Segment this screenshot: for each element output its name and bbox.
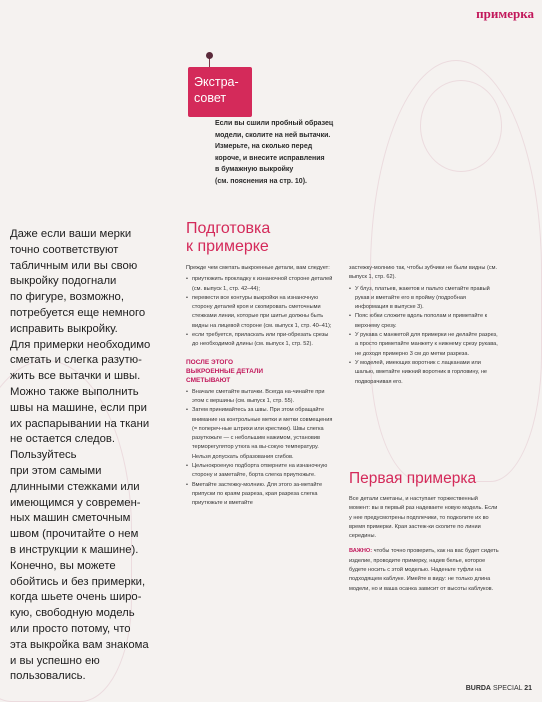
important-note	[349, 547, 499, 593]
important-label: ВАЖНО:	[349, 548, 373, 555]
after-heading-line: ПОСЛЕ ЭТОГО	[186, 358, 234, 366]
first-fitting-heading: Первая примерка	[349, 470, 477, 487]
background-figure-sketch	[420, 80, 502, 172]
intro-line: кую, свободную модель	[10, 607, 135, 620]
extra-tip-line: Если вы сшили пробный образец	[215, 120, 334, 127]
column-three	[349, 264, 499, 387]
extra-tip-title-1: Экстра-	[194, 75, 239, 89]
intro-line: когда шьете очень широ-	[10, 591, 142, 604]
footer-edition: SPECIAL	[492, 685, 523, 692]
prep-heading-line-1: Подготовка	[186, 220, 271, 237]
prep-bullet: • перевести все контуры выкройки на изнаночную сторону деталей кроя и скопировать сметочными стежками линии, которые при шитье должны быть видны на лицевой стороне (см. выпуск 1, стр. 40–41);	[186, 294, 336, 331]
intro-line: Для примерки необходимо	[10, 338, 151, 351]
important-text: чтобы точно проверить, как на вас будет сидеть изделие, проводите примерку, надев белье, которое будете носить с этой моделью. Наденьте туфли на подходящем каблуке. Имейте в виду: не только длина модели, но и ваша осанка зависит от высоты каблуков.	[349, 548, 499, 592]
intro-line: исправить выкройку.	[10, 322, 118, 335]
after-heading-line: ВЫКРОЕННЫЕ ДЕТАЛИ	[186, 367, 264, 375]
intro-line: швом (прочитайте о нем	[10, 528, 139, 541]
col3-bullet: • Пояс юбки сложите вдоль пополам и приметайте к верхнему срезу.	[349, 312, 499, 331]
extra-tip-text	[215, 118, 355, 187]
intro-line: их распарывании на ткани	[10, 417, 150, 430]
intro-line: и вы успешно ею	[10, 654, 100, 667]
after-bullet: • Затем принимайтесь за швы. При этом обращайте внимание на контрольные метки и метки совмещения (= попереч-ные штрихи или крестики). Швы слегка разутюжьте — с небольшим нажимом, установив терморегулятор утюга на вы-сокую температуру. Нельзя допускать образования сгибов.	[186, 406, 336, 462]
after-heading	[186, 358, 336, 385]
intro-line: не остается следов.	[10, 433, 116, 446]
extra-tip-line: (см. пояснения на стр. 10).	[215, 177, 307, 185]
pin-head-icon	[206, 52, 213, 59]
intro-paragraph	[10, 227, 178, 685]
page-footer	[466, 685, 532, 692]
intro-line: обойтись и без примерки,	[10, 575, 146, 588]
prep-bullet: • если требуется, приласкать или при-обрезать срезы до необходимой длины (см. выпуск 1, стр. 52).	[186, 331, 336, 350]
intro-line: швы на машине, если при	[10, 401, 147, 414]
intro-line: Конечно, вы можете	[10, 559, 116, 572]
intro-line: в инструкции к машине).	[10, 543, 139, 556]
intro-line: эта выкройка вам знакома	[10, 638, 149, 651]
first-fitting-text	[349, 495, 499, 596]
after-heading-line: СМЕТЫВАЮТ	[186, 376, 231, 384]
intro-line: длинными стежками или	[10, 480, 140, 493]
intro-line: Даже если ваши мерки	[10, 228, 132, 240]
section-label: примерка	[476, 6, 534, 21]
intro-line: имеющимся у современ-	[10, 496, 141, 509]
intro-line: при этом самыми	[10, 464, 102, 477]
footer-brand: BURDA	[465, 685, 491, 692]
col3-bullet: • У блуз, платьев, жакетов и пальто сметайте правый рукав и вметайте его в пройму (подробная информация в выпуске 3).	[349, 285, 499, 313]
extra-tip-line: короче, и внесите исправления	[215, 154, 325, 162]
extra-tip-badge	[188, 67, 252, 117]
prep-heading	[186, 220, 270, 256]
page-number: 21	[524, 685, 532, 692]
intro-line: по фигуре, возможно,	[10, 291, 124, 304]
intro-line: сметать и слегка разутю-	[10, 354, 142, 367]
intro-line: Пользуйтесь	[10, 449, 77, 462]
first-fitting-paragraph: Все детали сметаны, и наступает торжественный момент: вы в первый раз надеваете новую модель. Если у нее предусмотрены подплечики, то подколите их во время примерки. Края застеж-ки сколите по линии середины.	[349, 496, 498, 540]
intro-line: точно соответствуют	[10, 243, 119, 256]
prep-lead: Прежде чем сметать выкроенные детали, вам следует:	[186, 265, 330, 271]
extra-tip-line: в бумажную выкройку	[215, 166, 294, 173]
after-bullet: • Цельнокроеную подборта отверните на изнаночную сторону и заметайте, борта слегка приутюжьте.	[186, 462, 336, 481]
intro-line: жить все вытачки и швы.	[10, 370, 141, 383]
extra-tip-line: Измерьте, на сколько перед	[215, 143, 313, 150]
col3-bullet: • У рукава с манжетой для примерки не делайте разрез, а просто приметайте манжету к нижнему срезу рукава, не доходя примерно 3 см до метки разреза.	[349, 331, 499, 359]
after-bullet: • Вметайте застежку-молнию. Для этого за-метайте припуски по краям разреза, края разреза слегка приутюжьте и вметайте	[186, 481, 336, 509]
intro-line: ных машин сметочным	[10, 512, 131, 525]
col3-bullet: • У моделей, имеющих воротник с лацканами или шалью, вметайте нижний воротник в горловину, не подворачивая его.	[349, 359, 499, 387]
prep-heading-line-2: к примерке	[186, 238, 269, 255]
extra-tip-line: модели, сколите на ней вытачки.	[215, 131, 331, 139]
intro-line: Можно также выполнить	[10, 385, 139, 398]
intro-line: пользовались.	[10, 670, 86, 683]
intro-line: выкройку подогнали	[10, 275, 117, 288]
intro-line: табличным или вы свою	[10, 259, 138, 272]
prep-column	[186, 264, 336, 509]
intro-line: или просто потому, что	[10, 622, 131, 635]
prep-bullet: • приутюжить прокладку к изнаночной стороне деталей (см. выпуск 1, стр. 42–44);	[186, 275, 336, 294]
col3-continuation: застежку-молнию так, чтобы зубчики не были видны (см. выпуск 1, стр. 62).	[349, 265, 498, 281]
after-bullet: • Вначале сметайте вытачки. Всегда на-чинайте при этом с вершины (см. выпуск 1, стр. 55).	[186, 388, 336, 407]
extra-tip-title-2: совет	[194, 91, 227, 105]
intro-line: потребуется еще немного	[10, 306, 146, 319]
